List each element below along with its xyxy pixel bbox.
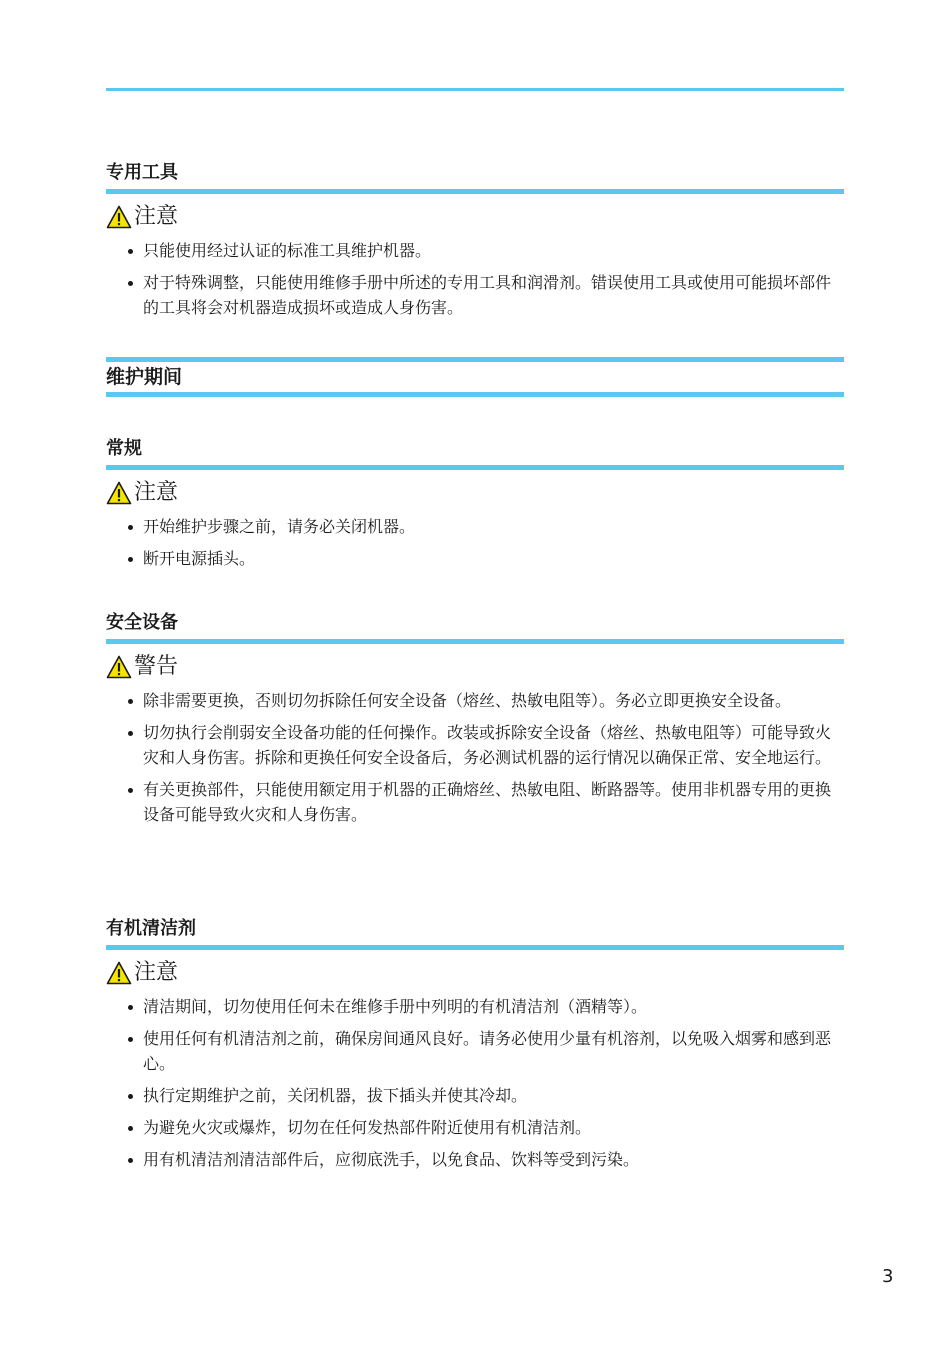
section-during-maintenance <box>106 357 844 397</box>
page-number: 3 <box>882 1266 894 1287</box>
caution-notice <box>106 478 844 508</box>
notice-label: 注意 <box>134 960 179 985</box>
section-title: 有机清洁剂 <box>106 918 844 950</box>
warning-triangle-icon <box>106 655 132 679</box>
notice-label: 注意 <box>134 204 179 229</box>
list-item: 除非需要更换，否则切勿拆除任何安全设备（熔丝、热敏电阻等）。务必立即更换安全设备。 <box>106 688 844 713</box>
list-item: 有关更换部件，只能使用额定用于机器的正确熔丝、热敏电阻、断路器等。使用非机器专用的更换设备可能导致火灾和人身伤害。 <box>106 777 844 827</box>
warning-triangle-icon <box>106 961 132 985</box>
section-special-tools <box>106 162 844 327</box>
section-title: 安全设备 <box>106 612 844 644</box>
list-item: 用有机清洁剂清洁部件后，应彻底洗手，以免食品、饮料等受到污染。 <box>106 1147 844 1172</box>
list-item: 使用任何有机清洁剂之前，确保房间通风良好。请务必使用少量有机溶剂，以免吸入烟雾和感到恶心。 <box>106 1026 844 1076</box>
item-list <box>106 514 844 571</box>
notice-label: 警告 <box>134 654 179 679</box>
list-item: 为避免火灾或爆炸，切勿在任何发热部件附近使用有机清洁剂。 <box>106 1115 844 1140</box>
notice-label: 注意 <box>134 480 179 505</box>
warning-triangle-icon <box>106 205 132 229</box>
section-general <box>106 438 844 578</box>
top-rule <box>106 88 844 91</box>
section-organic-cleaners <box>106 918 844 1179</box>
item-list <box>106 688 844 827</box>
list-item: 清洁期间，切勿使用任何未在维修手册中列明的有机清洁剂（酒精等）。 <box>106 994 844 1019</box>
item-list <box>106 238 844 320</box>
section-safety-devices <box>106 612 844 834</box>
list-item: 对于特殊调整，只能使用维修手册中所述的专用工具和润滑剂。错误使用工具或使用可能损坏部件的工具将会对机器造成损坏或造成人身伤害。 <box>106 270 844 320</box>
warning-triangle-icon <box>106 481 132 505</box>
item-list <box>106 994 844 1172</box>
list-item: 开始维护步骤之前，请务必关闭机器。 <box>106 514 844 539</box>
warning-notice <box>106 652 844 682</box>
section-title: 专用工具 <box>106 162 844 194</box>
list-item: 切勿执行会削弱安全设备功能的任何操作。改装或拆除安全设备（熔丝、热敏电阻等）可能导致火灾和人身伤害。拆除和更换任何安全设备后，务必测试机器的运行情况以确保正常、安全地运行。 <box>106 720 844 770</box>
list-item: 断开电源插头。 <box>106 546 844 571</box>
caution-notice <box>106 958 844 988</box>
section-title: 常规 <box>106 438 844 470</box>
list-item: 执行定期维护之前，关闭机器，拔下插头并使其冷却。 <box>106 1083 844 1108</box>
list-item: 只能使用经过认证的标准工具维护机器。 <box>106 238 844 263</box>
caution-notice <box>106 202 844 232</box>
major-section-title: 维护期间 <box>106 357 844 397</box>
